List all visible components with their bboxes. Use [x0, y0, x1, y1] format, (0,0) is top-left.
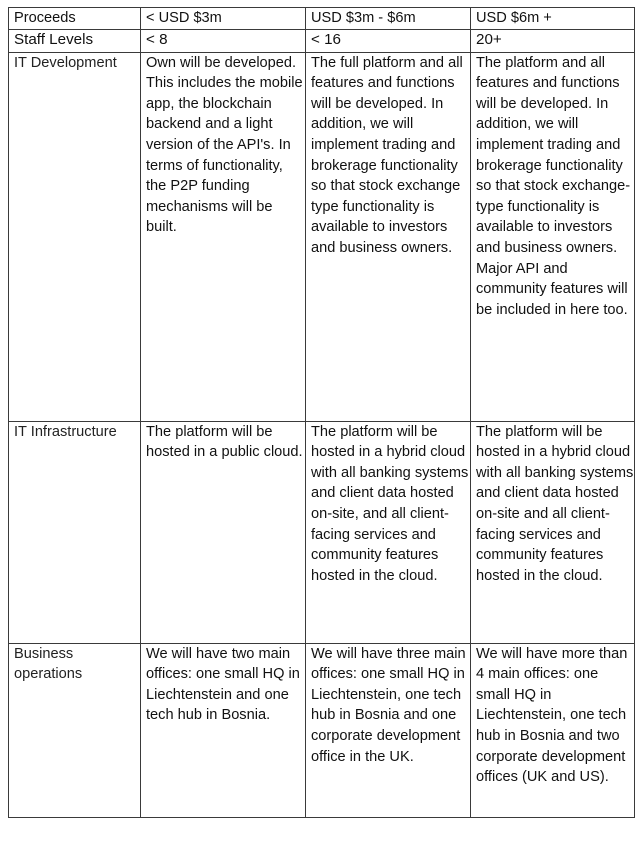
cell-business-operations-1: We will have two main offices: one small HQ in Liechtenstein and one tech hub in Bosnia.: [141, 643, 306, 817]
header-column-1: < USD $3m: [141, 8, 306, 30]
cell-it-development-3: The platform and all features and functions will be developed. In addition, we will implement trading and brokerage functionality so that stock exchange-type functionality is available to investors and business owners. Major API and community features will be included in here too.: [471, 52, 635, 421]
row-label-business-operations: Business operations: [9, 643, 141, 817]
cell-staff-levels-3: 20+: [471, 29, 635, 52]
proceeds-table-wrapper: [8, 7, 635, 818]
row-label-it-infrastructure: IT Infrastructure: [9, 421, 141, 643]
cell-it-infrastructure-1: The platform will be hosted in a public cloud.: [141, 421, 306, 643]
header-column-2: USD $3m - $6m: [306, 8, 471, 30]
table-row-it-infrastructure: [9, 421, 635, 643]
cell-it-infrastructure-2: The platform will be hosted in a hybrid cloud with all banking systems and client data hosted on-site, and all client-facing services and community features hosted in the cloud.: [306, 421, 471, 643]
table-row-it-development: [9, 52, 635, 421]
cell-business-operations-3: We will have more than 4 main offices: one small HQ in Liechtenstein, one tech hub in Bosnia and two corporate development offices (UK and US).: [471, 643, 635, 817]
row-label-staff-levels: Staff Levels: [9, 29, 141, 52]
header-label: Proceeds: [9, 8, 141, 30]
cell-it-development-1: Own will be developed. This includes the mobile app, the blockchain backend and a light version of the API's. In terms of functionality, the P2P funding mechanisms will be built.: [141, 52, 306, 421]
table-row-staff-levels: [9, 29, 635, 52]
cell-it-development-2: The full platform and all features and functions will be developed. In addition, we will implement trading and brokerage functionality so that stock exchange type functionality is available to investors and business owners.: [306, 52, 471, 421]
cell-business-operations-2: We will have three main offices: one small HQ in Liechtenstein, one tech hub in Bosnia and one corporate development office in the UK.: [306, 643, 471, 817]
table-row-business-operations: [9, 643, 635, 817]
proceeds-table: [8, 7, 635, 818]
cell-staff-levels-1: < 8: [141, 29, 306, 52]
cell-it-infrastructure-3: The platform will be hosted in a hybrid cloud with all banking systems and client data hosted on-site and all client-facing services and community features hosted in the cloud.: [471, 421, 635, 643]
row-label-it-development: IT Development: [9, 52, 141, 421]
cell-staff-levels-2: < 16: [306, 29, 471, 52]
header-column-3: USD $6m +: [471, 8, 635, 30]
table-header-row: [9, 8, 635, 30]
